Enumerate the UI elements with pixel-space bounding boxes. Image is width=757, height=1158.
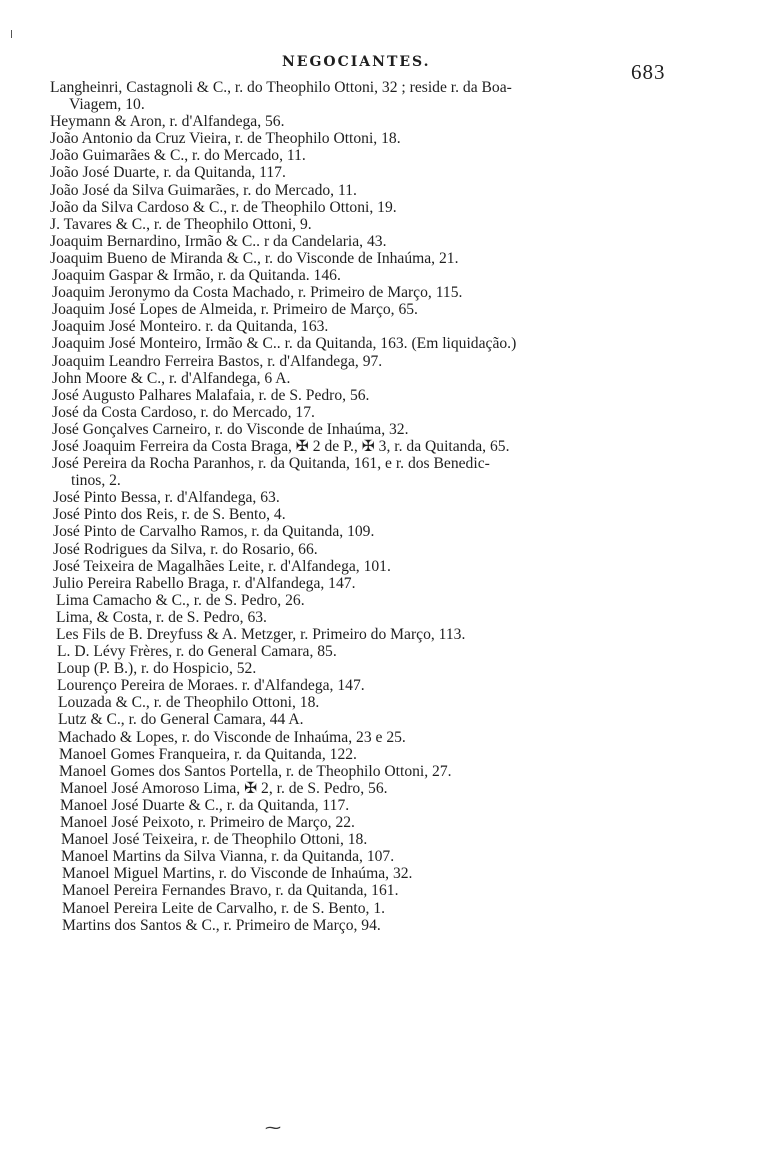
list-item: João José Duarte, r. da Quitanda, 117. — [50, 164, 286, 182]
list-item: Joaquim Leandro Ferreira Bastos, r. d'Alfandega, 97. — [52, 352, 383, 370]
print-mark — [11, 30, 12, 38]
list-item: José Augusto Palhares Malafaia, r. de S. Pedro, 56. — [52, 386, 370, 404]
list-item: Machado & Lopes, r. do Visconde de Inhaúma, 23 e 25. — [58, 728, 406, 746]
list-item: João Antonio da Cruz Vieira, r. de Theophilo Ottoni, 18. — [50, 130, 401, 148]
list-item: Loup (P. B.), r. do Hospicio, 52. — [57, 660, 257, 678]
list-item: José Pereira da Rocha Paranhos, r. da Quitanda, 161, e r. dos Benedic- — [52, 455, 490, 473]
list-item: Manoel José Peixoto, r. Primeiro de Março, 22. — [60, 814, 355, 832]
list-item: Heymann & Aron, r. d'Alfandega, 56. — [50, 113, 285, 131]
list-item: José da Costa Cardoso, r. do Mercado, 17. — [52, 403, 315, 421]
running-head — [0, 52, 757, 84]
list-item: Julio Pereira Rabello Braga, r. d'Alfandega, 147. — [53, 574, 356, 592]
list-item: Langheinri, Castagnoli & C., r. do Theophilo Ottoni, 32 ; reside r. da Boa- — [50, 79, 512, 96]
list-item: José Gonçalves Carneiro, r. do Visconde de Inhaúma, 32. — [52, 420, 409, 438]
list-item: Joaquim Bernardino, Irmão & C.. r da Candelaria, 43. — [50, 232, 387, 250]
page-number: 683 — [631, 60, 666, 84]
section-title: NEGOCIANTES. — [282, 54, 431, 70]
list-item: Manoel José Amoroso Lima, ✠ 2, r. de S. Pedro, 56. — [60, 779, 388, 797]
list-item: Manoel Martins da Silva Vianna, r. da Quitanda, 107. — [61, 848, 395, 866]
list-item: Lima, & Costa, r. de S. Pedro, 63. — [56, 608, 267, 626]
list-item: Joaquim Jeronymo da Costa Machado, r. Primeiro de Março, 115. — [52, 284, 463, 302]
list-item: João da Silva Cardoso & C., r. de Theophilo Ottoni, 19. — [50, 198, 397, 216]
list-item: Les Fils de B. Dreyfuss & A. Metzger, r. Primeiro do Março, 113. — [56, 626, 466, 643]
list-item: Manoel Pereira Leite de Carvalho, r. de S. Bento, 1. — [62, 899, 386, 917]
list-item: John Moore & C., r. d'Alfandega, 6 A. — [52, 369, 291, 387]
list-item: Manoel José Duarte & C., r. da Quitanda, 117. — [60, 796, 350, 814]
merchant-list — [0, 79, 757, 934]
list-item: José Rodrigues da Silva, r. do Rosario, 66. — [53, 540, 318, 558]
list-item: Louzada & C., r. de Theophilo Ottoni, 18. — [58, 694, 320, 712]
list-item: Manoel Gomes Franqueira, r. da Quitanda, 122. — [59, 745, 357, 763]
list-item: Manoel José Teixeira, r. de Theophilo Ottoni, 18. — [61, 831, 368, 849]
list-item: Manoel Gomes dos Santos Portella, r. de Theophilo Ottoni, 27. — [59, 762, 452, 780]
list-item: J. Tavares & C., r. de Theophilo Ottoni, 9. — [50, 215, 312, 233]
list-item: Joaquim José Monteiro, Irmão & C.. r. da Quitanda, 163. (Em liquidação.) — [52, 335, 517, 353]
footer-mark: ⁓ — [265, 1118, 281, 1137]
list-item: L. D. Lévy Frères, r. do General Camara, 85. — [57, 643, 337, 661]
list-item: José Pinto dos Reis, r. de S. Bento, 4. — [53, 506, 286, 524]
list-item: Joaquim José Monteiro. r. da Quitanda, 163. — [52, 318, 329, 336]
list-item: José Joaquim Ferreira da Costa Braga, ✠ 2 de P., ✠ 3, r. da Quitanda, 65. — [52, 437, 510, 455]
list-item: Martins dos Santos & C., r. Primeiro de Março, 94. — [62, 916, 381, 934]
list-item: José Teixeira de Magalhães Leite, r. d'Alfandega, 101. — [53, 557, 391, 575]
list-item: José Pinto de Carvalho Ramos, r. da Quitanda, 109. — [53, 523, 375, 541]
list-item: Joaquim Gaspar & Irmão, r. da Quitanda. 146. — [52, 267, 341, 285]
list-item: Manoel Pereira Fernandes Bravo, r. da Quitanda, 161. — [62, 882, 399, 900]
list-item: João José da Silva Guimarães, r. do Mercado, 11. — [50, 181, 357, 199]
list-item: Lutz & C., r. do General Camara, 44 A. — [58, 711, 304, 729]
list-item-continuation: Viagem, 10. — [69, 96, 145, 114]
list-item: Lourenço Pereira de Moraes. r. d'Alfandega, 147. — [57, 677, 365, 695]
list-item: Manoel Miguel Martins, r. do Visconde de Inhaúma, 32. — [62, 865, 413, 883]
list-item: Lima Camacho & C., r. de S. Pedro, 26. — [56, 591, 305, 609]
list-item-continuation: tinos, 2. — [71, 472, 121, 490]
list-item: Joaquim José Lopes de Almeida, r. Primeiro de Março, 65. — [52, 301, 418, 319]
list-item: João Guimarães & C., r. do Mercado, 11. — [50, 147, 306, 165]
list-item: José Pinto Bessa, r. d'Alfandega, 63. — [53, 489, 280, 507]
list-item: Joaquim Bueno de Miranda & C., r. do Visconde de Inhaúma, 21. — [50, 249, 459, 267]
